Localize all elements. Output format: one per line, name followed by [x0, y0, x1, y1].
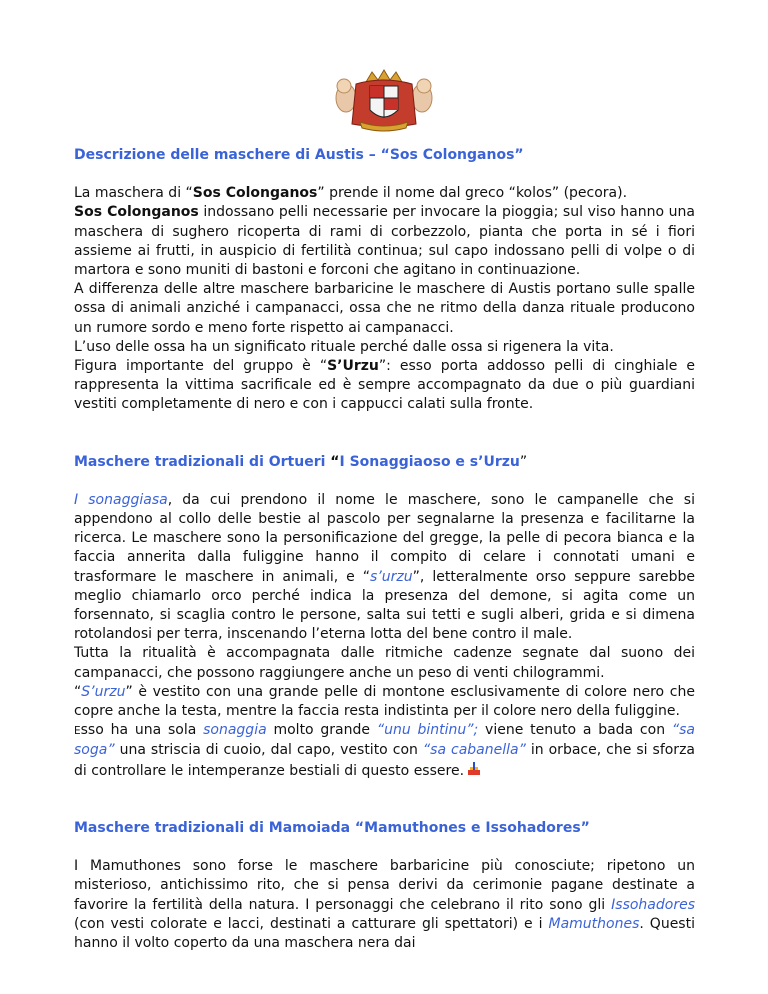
paragraph-mamoiada: I Mamuthones sono forse le maschere barbaricine più conosciute; ripetono un misterioso, antichissimo rito, che si pensa derivi da cerimonie pagane destinate a favorire la fertilità della natura. I personaggi che celebrano il rito sono gli Issohadores (con vesti colorate e lacci, destinati a catturare gli spettatori) e i Mamuthones. Questi hanno il volto coperto da una maschera nera dai	[74, 858, 695, 951]
section-title-mamoiada: Maschere tradizionali di Mamoiada “Mamuthones e Issohadores”	[74, 819, 590, 836]
paragraph-ortueri: I sonaggiasa, da cui prendono il nome le maschere, sono le campanelle che si appendono al collo delle bestie al pascolo per segnalarne la presenza e facilitarne la ricerca. Le maschere sono la personificazione del gregge, la pelle di pecora bianca e la faccia annerita dalla fuliggine hanno il compito di celare i connotati umani e trasformare le maschere in animali, e “s’urzu”, letteralmente orso seppure sarebbe meglio chiamarlo orco perché indica la presenza del demone, si agita come un forsennato, si scaglia contro le persone, salta sui tetti e sugli alberi, grida e si dimena rotolandosi per terra, inscenando l’eterna lotta del bene contro il male. Tutta la ritualità è accompagnata dalle ritmiche cadenze segnate dal suono dei campanacci, che possono raggiungere anche un peso di venti chilogrammi. “S’urzu” è vestito con una grande pelle di montone esclusivamente di colore nero che copre anche la testa, mentre la faccia resta indistinta per il colore nero della fuliggine. Esso ha una sola sonaggia molto grande “unu bintinu”; viene tenuto a bada con “sa soga” una striscia di cuoio, dal capo, vestito con “sa cabanella” in orbace, che si sforza di controllare le intemperanze bestiali di questo essere.	[74, 491, 696, 779]
section-title-austis: Descrizione delle maschere di Austis – “Sos Colonganos”	[74, 147, 524, 163]
small-emblem-icon	[466, 761, 482, 777]
coat-of-arms-icon	[332, 68, 436, 132]
section-title-ortueri: Maschere tradizionali di Ortueri “I Sonaggiaoso e s’Urzu”	[74, 453, 528, 470]
paragraph-austis: La maschera di “Sos Colonganos” prende il nome dal greco “kolos” (pecora). Sos Colonganos indossano pelli necessarie per invocare la pioggia; sul viso hanno una maschera di sughero ricoperta di rami di corbezzolo, pianta che porta in sé i fiori assieme ai frutti, in auspicio di fertilità continua; sul capo indossano pelli di volpe o di martora e sono muniti di bastoni e forconi che agitano in continuazione. A differenza delle altre maschere barbaricine le maschere di Austis portano sulle spalle ossa di animali anziché i campanacci, ossa che ne ritmo della danza rituale producono un rumore sordo e meno forte rispetto ai campanacci. L’uso delle ossa ha un significato rituale perché dalle ossa si rigenera la vita. Figura importante del gruppo è “S’Urzu”: esso porta addosso pelli di cinghiale e rappresenta la vittima sacrificale ed è sempre accompagnato da due o più guardiani vestiti completamente di nero e con i cappucci calati sulla fronte.	[74, 185, 695, 413]
document-content	[74, 146, 695, 953]
